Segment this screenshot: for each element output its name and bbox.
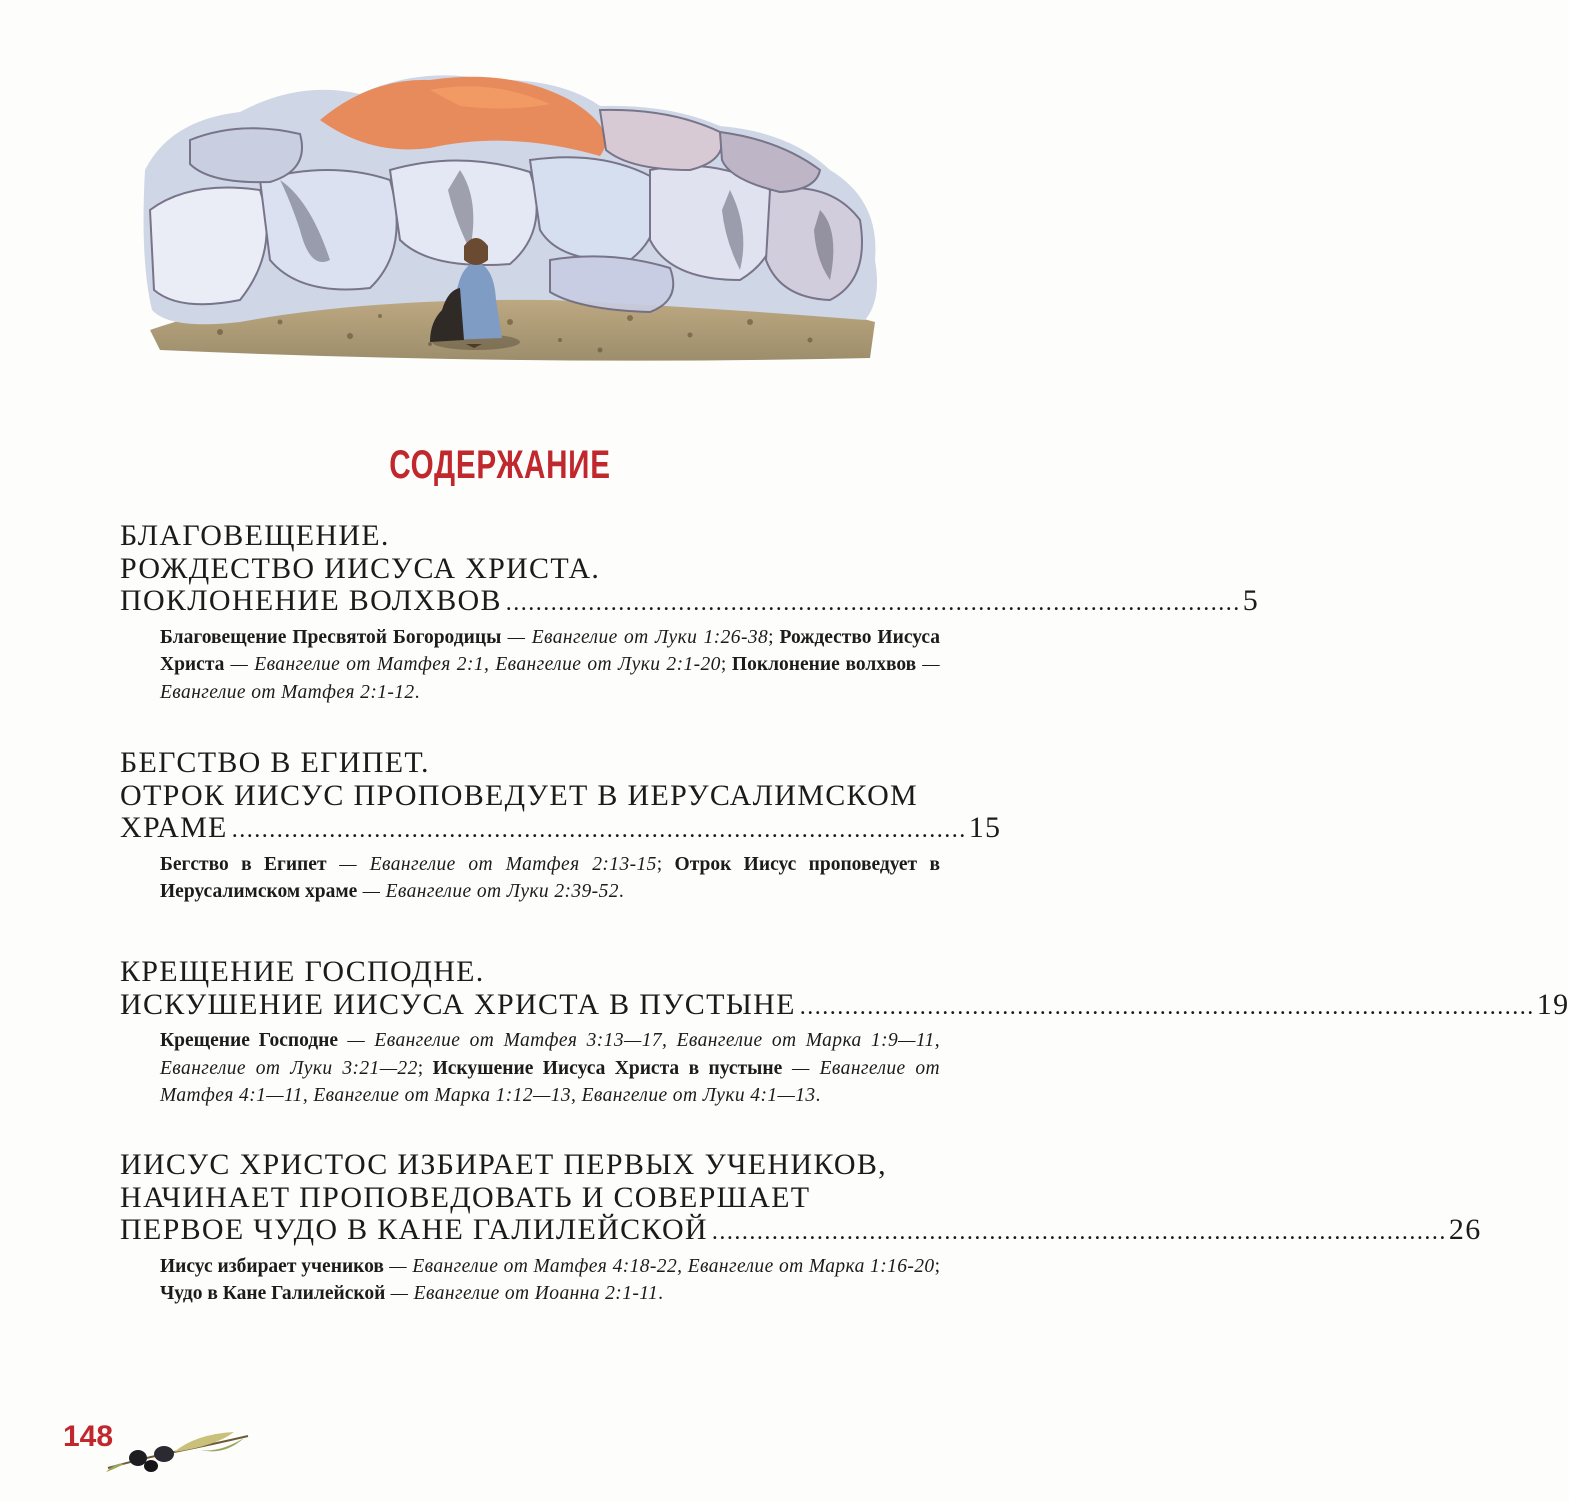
ref-dash: — [338, 1030, 375, 1051]
ref-dash: — [383, 1255, 413, 1277]
ref-separator: . [658, 1283, 663, 1305]
toc-page-number[interactable]: 15 [968, 811, 1002, 844]
ref-dash: — [326, 853, 370, 875]
ref-separator: . [414, 681, 420, 703]
toc-heading-line [120, 1149, 940, 1182]
toc-heading-line [120, 1213, 1482, 1249]
ref-source: Евангелие от Иоанна 2:1-11 [413, 1283, 659, 1305]
toc-page-number[interactable]: 5 [1242, 584, 1260, 617]
toc-heading-text: НАЧИНАЕТ ПРОПОВЕДОВАТЬ И СОВЕРШАЕТ [120, 1180, 811, 1214]
toc-description [160, 1253, 940, 1308]
toc-heading-line [120, 584, 1260, 620]
toc-heading-text: РОЖДЕСТВО ИИСУСА ХРИСТА. [120, 551, 601, 585]
ref-separator: ; [417, 1057, 433, 1079]
toc-heading-text: БЕГСТВО В ЕГИПЕТ. [120, 746, 430, 779]
ref-dash: — [501, 626, 532, 648]
dot-leader: .................................................................................................. [711, 1219, 1447, 1245]
ref-title: Чудо в Кане Галилейской [160, 1283, 386, 1305]
ref-dash: — [916, 654, 941, 676]
toc-entry [120, 955, 1569, 1110]
toc-heading-text: ХРАМЕ [120, 811, 228, 844]
dot-leader: .................................................................................................. [799, 993, 1535, 1020]
ref-title: Отрок Иисус проповедует в Иерусалимском храме [160, 853, 940, 903]
toc-page-number[interactable]: 19 [1536, 987, 1569, 1021]
ref-dash: — [224, 654, 255, 676]
ref-separator: ; [934, 1255, 941, 1277]
toc-heading-line [120, 956, 940, 989]
toc-heading-line [120, 747, 940, 780]
toc-entry [120, 519, 1260, 706]
toc-heading-text: ИИСУС ХРИСТОС ИЗБИРАЕТ ПЕРВЫХ УЧЕНИКОВ, [120, 1148, 887, 1181]
ref-title: Рождество Иисуса Христа [160, 626, 941, 676]
ref-source: Евангелие от Луки 2:39-52 [385, 881, 619, 903]
ref-title: Благовещение Пресвятой Богородицы [160, 626, 502, 648]
ref-title: Крещение Господне [160, 1030, 339, 1051]
ref-source: Евангелие от Матфея 2:13-15 [369, 853, 657, 875]
ref-source: Евангелие от Матфея 4:1—11, Евангелие от Марка 1:12—13, Евангелие от Луки 4:1—13 [160, 1057, 941, 1107]
ref-title: Бегство в Египет [160, 853, 327, 875]
ref-title: Иисус избирает учеников [160, 1255, 384, 1277]
toc-heading-text: БЛАГОВЕЩЕНИЕ. [120, 519, 390, 552]
cave-illustration [130, 60, 890, 370]
toc-heading-text: КРЕЩЕНИЕ ГОСПОДНЕ. [120, 955, 485, 988]
ref-title: Искушение Иисуса Христа в пустыне [432, 1057, 783, 1079]
ref-separator: ; [656, 853, 675, 875]
ref-dash: — [385, 1283, 414, 1305]
toc-heading-line [120, 987, 1569, 1024]
ref-separator: . [815, 1085, 821, 1107]
toc-heading-text: ПОКЛОНЕНИЕ ВОЛХВОВ [120, 584, 502, 617]
toc-entry [120, 1148, 1482, 1308]
toc-page-number[interactable]: 26 [1448, 1213, 1482, 1246]
ref-dash: — [357, 881, 386, 903]
toc-entry [120, 746, 1002, 906]
toc-heading-text: ОТРОК ИИСУС ПРОПОВЕДУЕТ В ИЕРУСАЛИМСКОМ [120, 778, 919, 812]
dot-leader: .................................................................................................. [505, 590, 1241, 616]
ref-separator: ; [768, 626, 780, 648]
ref-source: Евангелие от Матфея 2:1, Евангелие от Луки 2:1-20 [254, 654, 721, 676]
ref-source: Евангелие от Матфея 4:18-22, Евангелие от Марка 1:16-20 [412, 1255, 935, 1277]
ref-source: Евангелие от Матфея 2:1-12 [160, 681, 415, 703]
ref-source: Евангелие от Матфея 3:13—17, Евангелие от Марка 1:9—11, Евангелие от Луки 3:21—22 [160, 1030, 940, 1079]
toc-heading-line [120, 553, 940, 586]
ref-separator: ; [720, 654, 732, 676]
toc-description [160, 1027, 940, 1110]
toc-heading-line [120, 811, 1002, 847]
ref-title: Поклонение волхвов [731, 654, 917, 676]
toc-heading-line [120, 520, 940, 553]
toc-description [160, 624, 940, 707]
ref-separator: . [618, 881, 624, 903]
dot-leader: .................................................................................................. [231, 817, 967, 843]
page-number: 148 [63, 1420, 114, 1453]
toc-heading-text: ПЕРВОЕ ЧУДО В КАНЕ ГАЛИЛЕЙСКОЙ [120, 1213, 708, 1246]
ref-source: Евангелие от Луки 1:26-38 [531, 626, 769, 648]
toc-heading-text: ИСКУШЕНИЕ ИИСУСА ХРИСТА В ПУСТЫНЕ [120, 987, 796, 1021]
toc-description [160, 851, 940, 906]
toc-heading-line [120, 780, 940, 813]
toc-heading-line [120, 1182, 940, 1215]
page-title: СОДЕРЖАНИЕ [389, 443, 611, 487]
olive-branch-icon [104, 1428, 252, 1472]
ref-dash: — [782, 1057, 820, 1079]
